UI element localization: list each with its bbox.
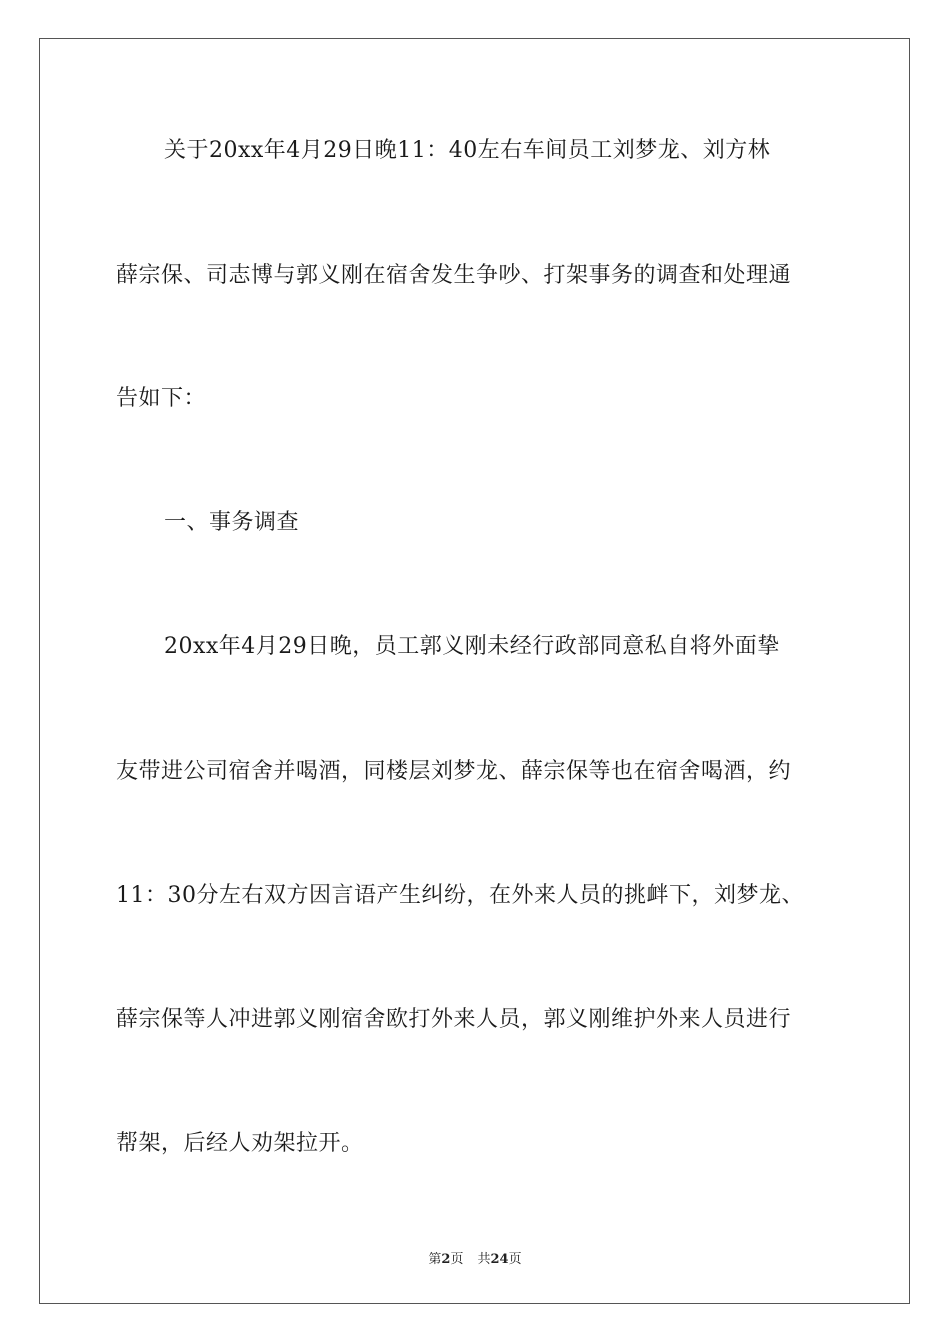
total-suffix: 页: [508, 1252, 522, 1267]
paragraph-line: 帮架，后经人劝架拉开。: [116, 1131, 364, 1156]
page-footer: [0, 1248, 950, 1267]
page-prefix: 第: [428, 1252, 442, 1267]
paragraph-line: 友带进公司宿舍并喝酒，同楼层刘梦龙、薛宗保等也在宿舍喝酒，约: [116, 759, 792, 784]
page-border: [39, 38, 910, 1304]
paragraph-line: 告如下：: [116, 386, 207, 411]
page-suffix: 页: [450, 1252, 464, 1267]
paragraph-line: 关于20xx年4月29日晚11：40左右车间员工刘梦龙、刘方林: [164, 138, 771, 163]
section-heading: 一、事务调查: [164, 510, 300, 535]
paragraph-line: 11：30分左右双方因言语产生纠纷，在外来人员的挑衅下，刘梦龙、: [116, 883, 804, 908]
paragraph-line: 薛宗保等人冲进郭义刚宿舍欧打外来人员，郭义刚维护外来人员进行: [116, 1007, 792, 1032]
paragraph-line: 20xx年4月29日晚，员工郭义刚未经行政部同意私自将外面挚: [164, 634, 780, 659]
page-number: 2: [441, 1252, 451, 1267]
total-pages: 24: [490, 1252, 509, 1267]
total-prefix: 共: [477, 1252, 491, 1267]
paragraph-line: 薛宗保、司志博与郭义刚在宿舍发生争吵、打架事务的调查和处理通: [116, 263, 792, 288]
